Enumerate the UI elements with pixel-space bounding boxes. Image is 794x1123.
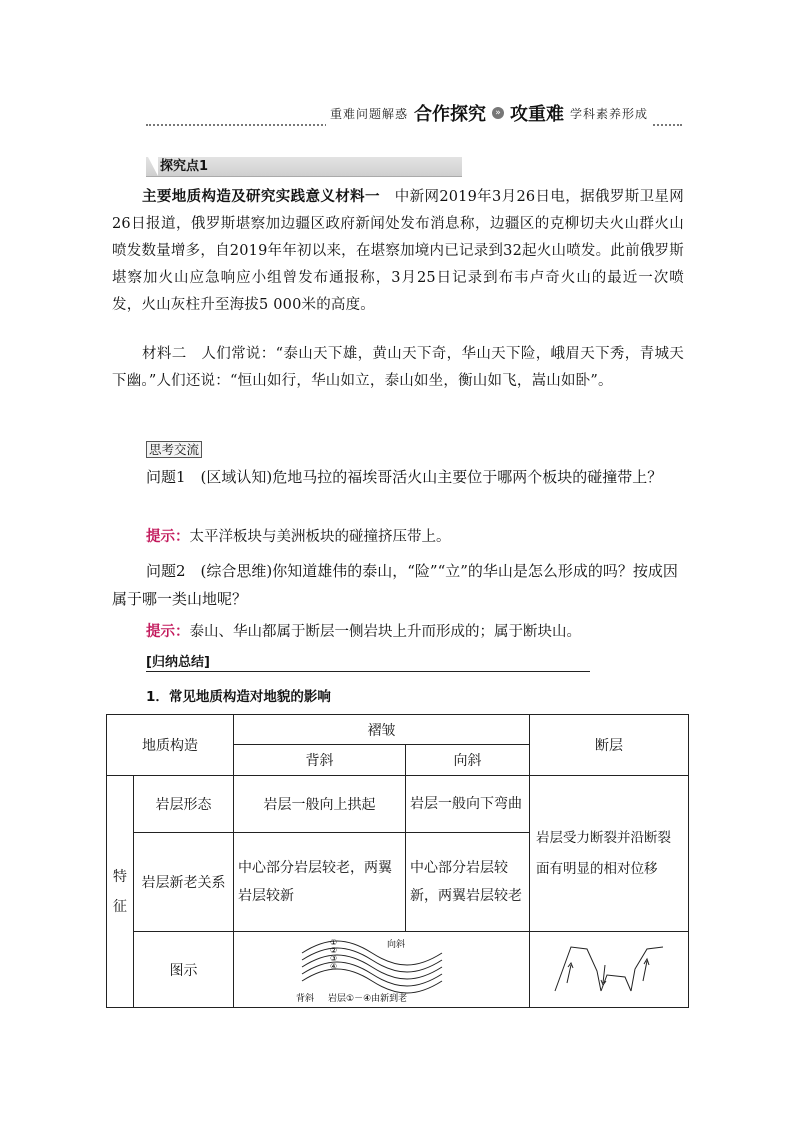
- feature-text: 特征: [113, 868, 127, 915]
- fault-block-middle: [601, 975, 631, 991]
- material-one-heading: 主要地质构造及研究实践意义材料一: [142, 189, 380, 205]
- question-2: 问题2 (综合思维)你知道雄伟的泰山，“险”“立”的华山是怎么形成的吗？按成因属于哪一类山地呢？: [112, 562, 678, 608]
- hint-1: [146, 525, 451, 549]
- table-subtitle: 1．常见地质构造对地貌的影响: [146, 689, 331, 705]
- material-two: 材料二 人们常说：“泰山天下雄，黄山天下奇，华山天下险，峨眉天下秀，青城天下幽。”人们还说：“恒山如行，华山如立，泰山如坐，衡山如飞，嵩山如卧”。: [112, 346, 684, 389]
- header-main-right: 攻重难: [509, 104, 564, 125]
- page-header: [146, 100, 682, 130]
- fig-anticline-label: 背斜: [295, 993, 314, 1004]
- fig-caption: 岩层①－④由新到老: [327, 993, 407, 1004]
- row1-anticline: 岩层一般向上拱起: [234, 776, 406, 833]
- hint-1-text: 太平洋板块与美洲板块的碰撞挤压带上。: [189, 529, 451, 545]
- header-main-left: 合作探究: [413, 104, 486, 125]
- header-fold: 褶皱: [234, 715, 530, 745]
- question-1: 问题1 (区域认知)危地马拉的福埃哥活火山主要位于哪两个板块的碰撞带上？: [146, 468, 663, 486]
- fold-figure-cell: [234, 932, 530, 1008]
- arrow-up-left: [567, 965, 571, 983]
- fault-diagram: [549, 939, 669, 1001]
- think-label: 思考交流: [146, 441, 202, 458]
- row2-syncline: 中心部分岩层较新，两翼岩层较老: [406, 833, 530, 932]
- fold-layer-2: [302, 945, 442, 972]
- fault-description: 岩层受力断裂并沿断裂面有明显的相对位移: [530, 776, 689, 932]
- hint-2-text: 泰山、华山都属于断层一侧岩块上升而形成的；属于断块山。: [189, 624, 581, 640]
- header-syncline: 向斜: [406, 745, 530, 776]
- section-bar: [146, 157, 462, 177]
- material-one: [112, 184, 684, 319]
- header-left-text: 重难问题解惑: [329, 106, 408, 121]
- geology-table: [106, 714, 689, 1008]
- fold-diagram: [292, 935, 472, 1005]
- header-right-text: 学科素养形成: [569, 106, 648, 121]
- hint-2-keyword: 提示：: [146, 624, 190, 640]
- fig-syncline-label: 向斜: [386, 939, 405, 950]
- material-one-text: 中新网2019年3月26日电，据俄罗斯卫星网26日报道，俄罗斯堪察加边疆区政府新闻处发布消息称，边疆区的克柳切夫火山群火山喷发数量增多，自2019年年初以来，在堪察加境内已记录到32起火山喷发。此前俄罗斯堪察加火山应急响应小组曾发布通报称，3月25日记录到布韦卢奇火山的最近一次喷发，火山灰柱升至海拔5 000米的高度。: [112, 189, 684, 313]
- row2-anticline: 中心部分岩层较老，两翼岩层较新: [234, 833, 406, 932]
- fig-num-1: ①: [329, 937, 337, 947]
- header-structure: 地质构造: [107, 715, 234, 776]
- arrow-icon: »: [492, 107, 504, 119]
- fold-layer-3: [302, 955, 442, 979]
- fig-num-4: ④: [329, 961, 337, 971]
- header-anticline: 背斜: [234, 745, 406, 776]
- fault-block-left: [555, 947, 601, 991]
- fig-num-3: ③: [329, 953, 337, 963]
- feature-label: [107, 776, 134, 1008]
- hint-1-keyword: 提示：: [146, 529, 190, 545]
- arrow-up-right: [643, 961, 647, 981]
- hint-2: [146, 620, 581, 644]
- fold-layer-1: [302, 941, 442, 965]
- row3-label: 图示: [134, 932, 234, 1008]
- row1-label: 岩层形态: [134, 776, 234, 833]
- row1-syncline: 岩层一般向下弯曲: [406, 776, 530, 833]
- section-label: 探究点1: [160, 159, 209, 174]
- fig-num-2: ②: [329, 945, 337, 955]
- fault-figure-cell: [530, 932, 689, 1008]
- header-title-row: [326, 100, 652, 126]
- row2-label: 岩层新老关系: [134, 833, 234, 932]
- fold-layer-5: [302, 969, 442, 993]
- header-fault: 断层: [530, 715, 689, 776]
- summary-label: [归纳总结]: [146, 654, 590, 672]
- fault-block-right: [631, 947, 663, 991]
- fold-layer-4: [302, 962, 442, 986]
